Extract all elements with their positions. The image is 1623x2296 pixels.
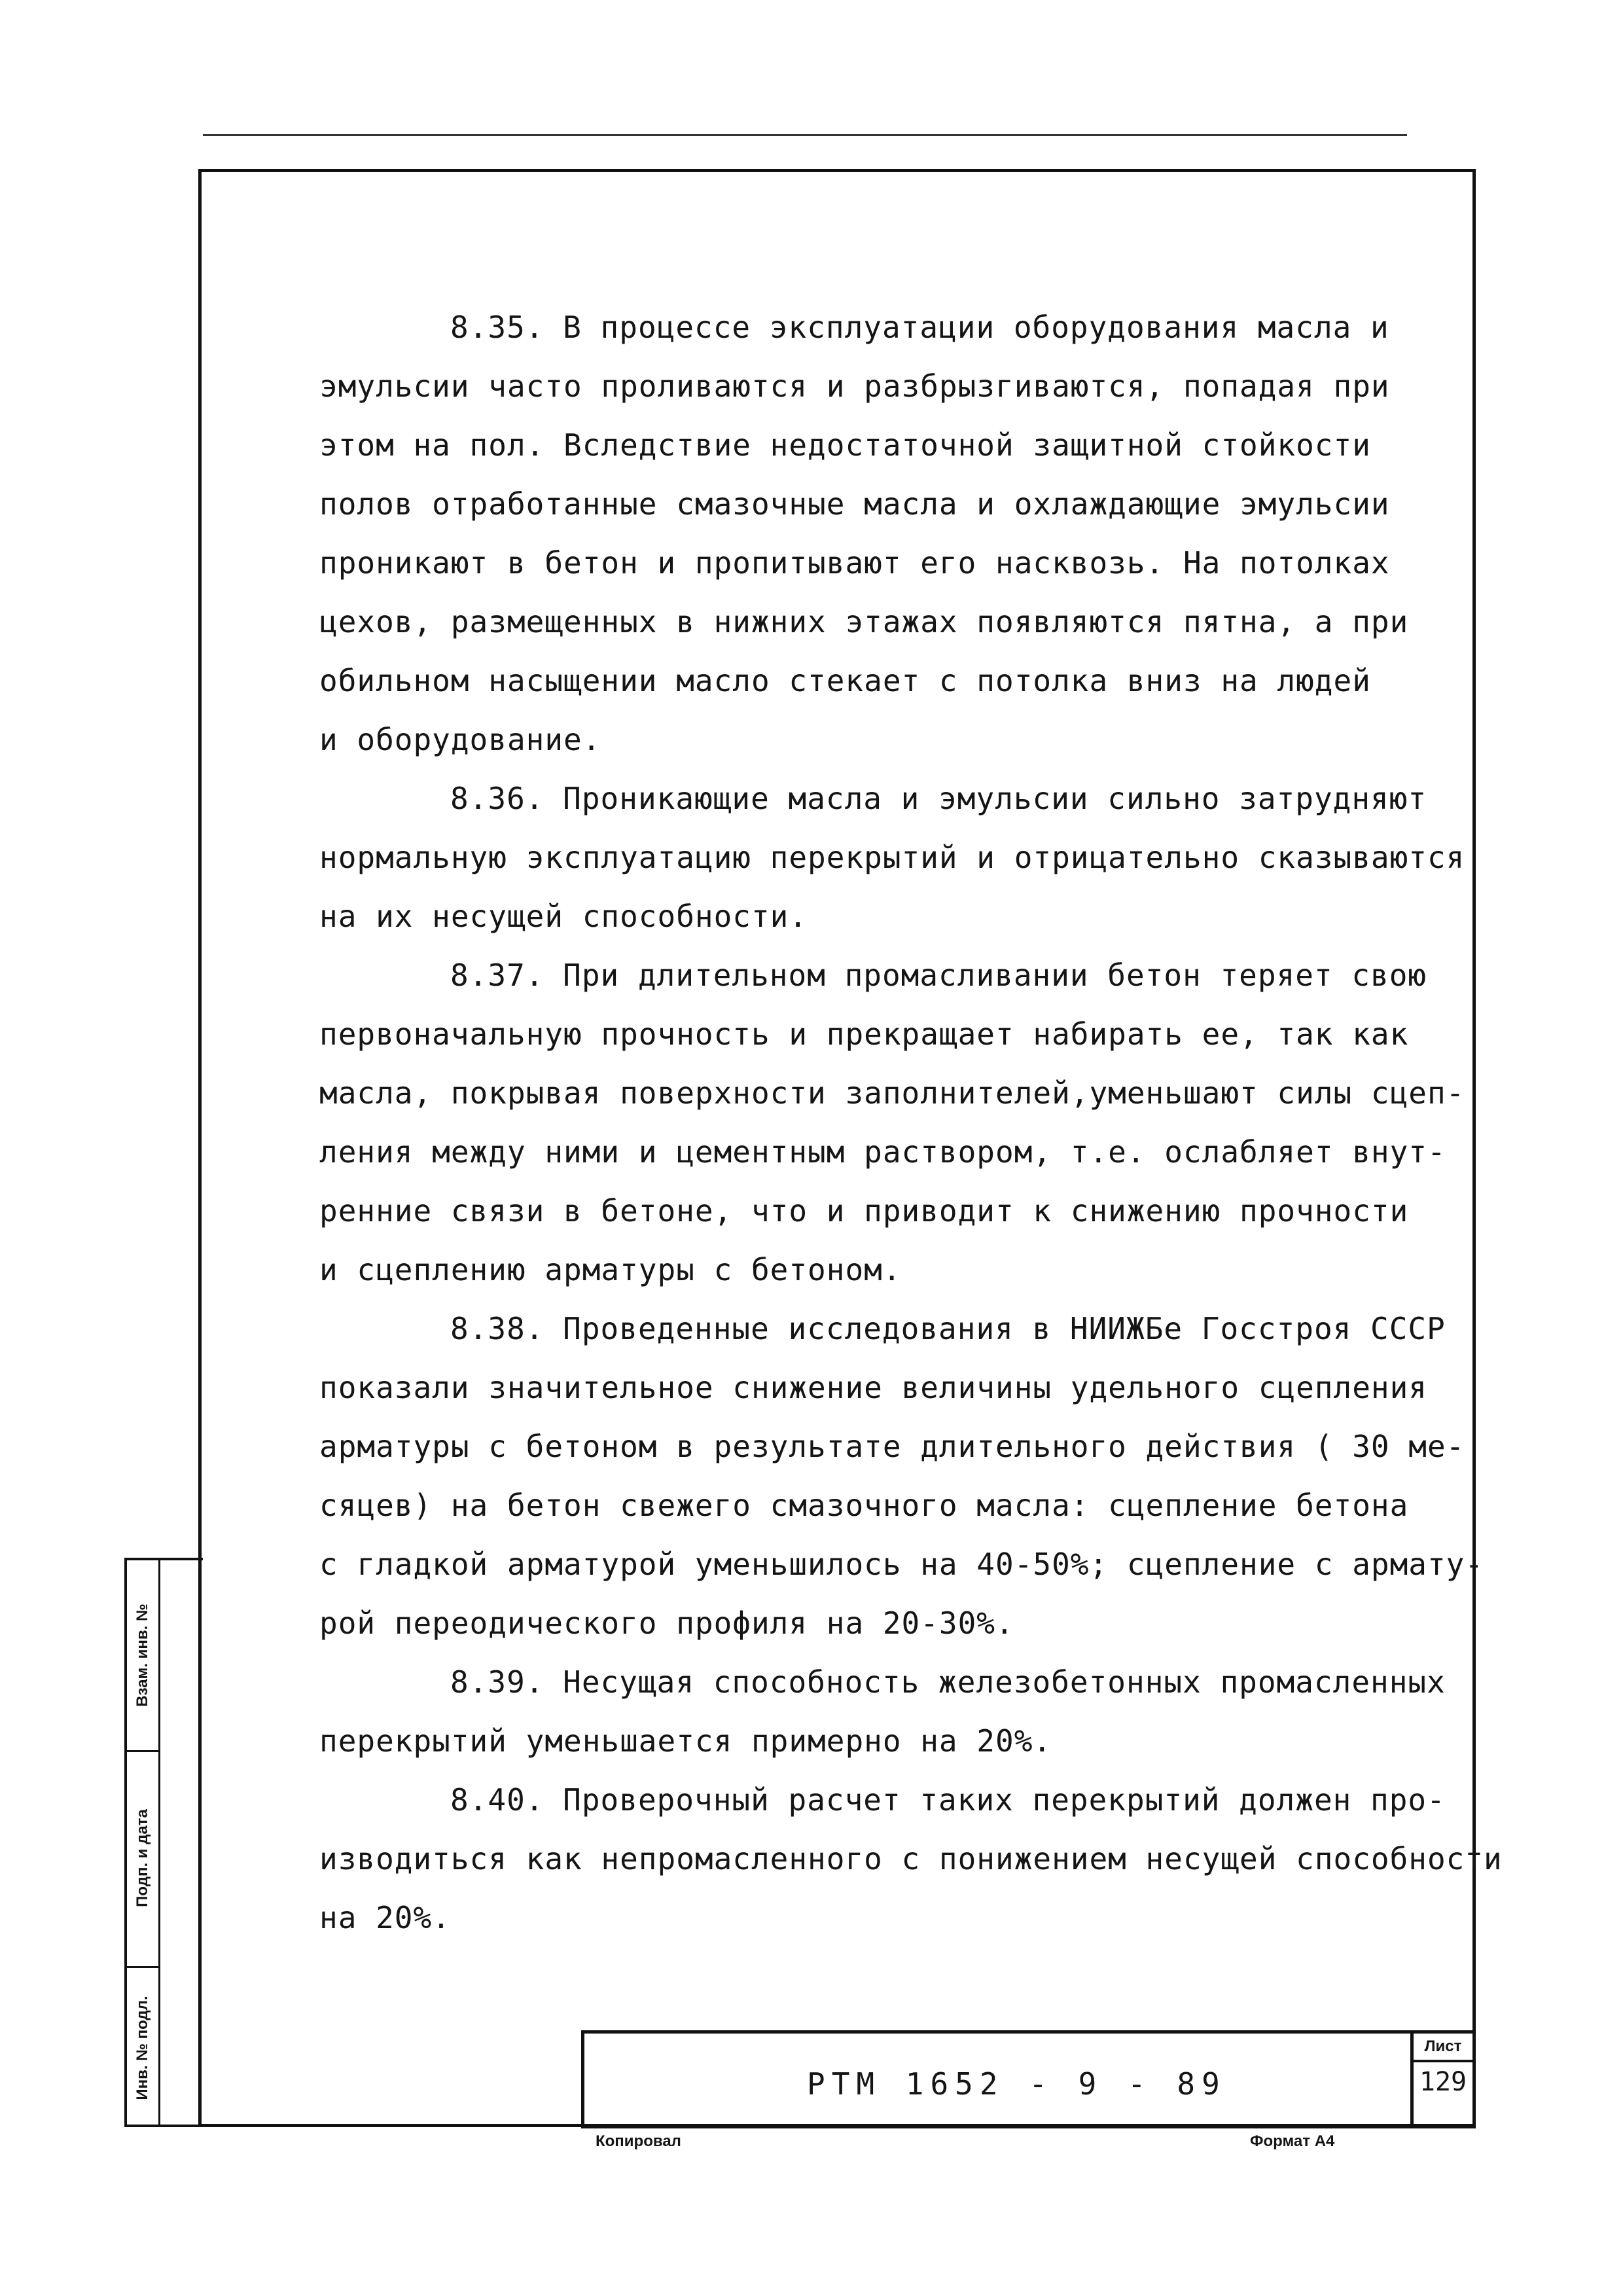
text-line: цехов, размещенных в нижних этажах появляются пятна, а при [319,604,1409,639]
paragraph [319,298,1478,769]
text-line: первоначальную прочность и прекращает набирать ее, так как [319,1016,1409,1052]
text-line: показали значительное снижение величины удельного сцепления [319,1370,1427,1405]
text-line: нормальную эксплуатацию перекрытий и отрицательно сказываются [319,840,1465,875]
text-line: 8.37. При длительном промасливании бетон теряет свою [450,958,1427,993]
text-line: эмульсии часто проливаются и разбрызгиваются, попадая при [319,368,1390,404]
text-line: 8.40. Проверочный расчет таких перекрытий должен про- [450,1782,1446,1818]
sheet-label: Лист [1414,2034,1472,2062]
text-line: сяцев) на бетон свежего смазочного масла: сцепление бетона [319,1488,1409,1523]
paragraph [319,1770,1503,1947]
text-line: 8.35. В процессе эксплуатации оборудования масла и [450,310,1389,345]
text-line: на 20%. [319,1900,451,1935]
title-block [581,2030,1476,2128]
text-line: ренние связи в бетоне, что и приводит к снижению прочности [319,1193,1409,1229]
paragraph [319,946,1478,1299]
side-stamp [124,1558,203,2127]
sheet-box [1410,2030,1472,2128]
text-line: на их несущей способности. [319,899,808,934]
text-line: 8.38. Проведенные исследования в НИИЖБе Госстроя СССР [450,1311,1446,1346]
text-line: проникают в бетон и пропитывают его насквозь. На потолках [319,545,1390,581]
top-rule [203,134,1407,136]
text-line: 8.39. Несущая способность железобетонных промасленных [450,1664,1446,1700]
text-line: арматуры с бетоном в результате длительного действия ( 30 ме- [319,1429,1465,1464]
text-line: полов отработанные смазочные масла и охлаждающие эмульсии [319,486,1390,522]
text-line: и оборудование. [319,722,601,757]
text-line: 8.36. Проникающие масла и эмульсии сильно затрудняют [450,781,1427,816]
text-line: этом на пол. Вследствие недостаточной защитной стойкости [319,427,1371,463]
side-cell-inv [127,1966,158,2130]
text-line: и сцеплению арматуры с бетоном. [319,1252,902,1287]
footer-format: Формат А4 [1250,2132,1335,2150]
paragraph [319,1299,1484,1653]
side-label-podp: Подп. и дата [134,1809,151,1907]
text-line: с гладкой арматурой уменьшилось на 40-50%; сцепление с армату- [319,1547,1484,1582]
text-line: ления между ними и цементным раствором, т.е. ослабляет внут- [319,1134,1446,1170]
document-code: РТМ 1652 - 9 - 89 [807,2066,1226,2102]
side-cell-vzam [127,1560,158,1752]
text-line: рой переодического профиля на 20-30%. [319,1605,1014,1641]
text-line: масла, покрывая поверхности заполнителей,уменьшают силы сцеп- [319,1075,1465,1111]
text-line: изводиться как непромасленного с понижением несущей способности [319,1841,1503,1876]
paragraph [319,1653,1478,1770]
document-body [319,298,1503,1947]
text-line: перекрытий уменьшается примерно на 20%. [319,1723,1052,1759]
sheet-number: 129 [1419,2067,1467,2097]
side-cell-podp [127,1750,158,1968]
text-line: обильном насыщении масло стекает с потолка вниз на людей [319,663,1371,698]
side-label-vzam: Взам. инв. № [134,1604,151,1707]
side-label-inv: Инв. № подл. [134,1996,151,2100]
paragraph [319,769,1478,946]
footer-copied: Копировал [596,2132,681,2150]
